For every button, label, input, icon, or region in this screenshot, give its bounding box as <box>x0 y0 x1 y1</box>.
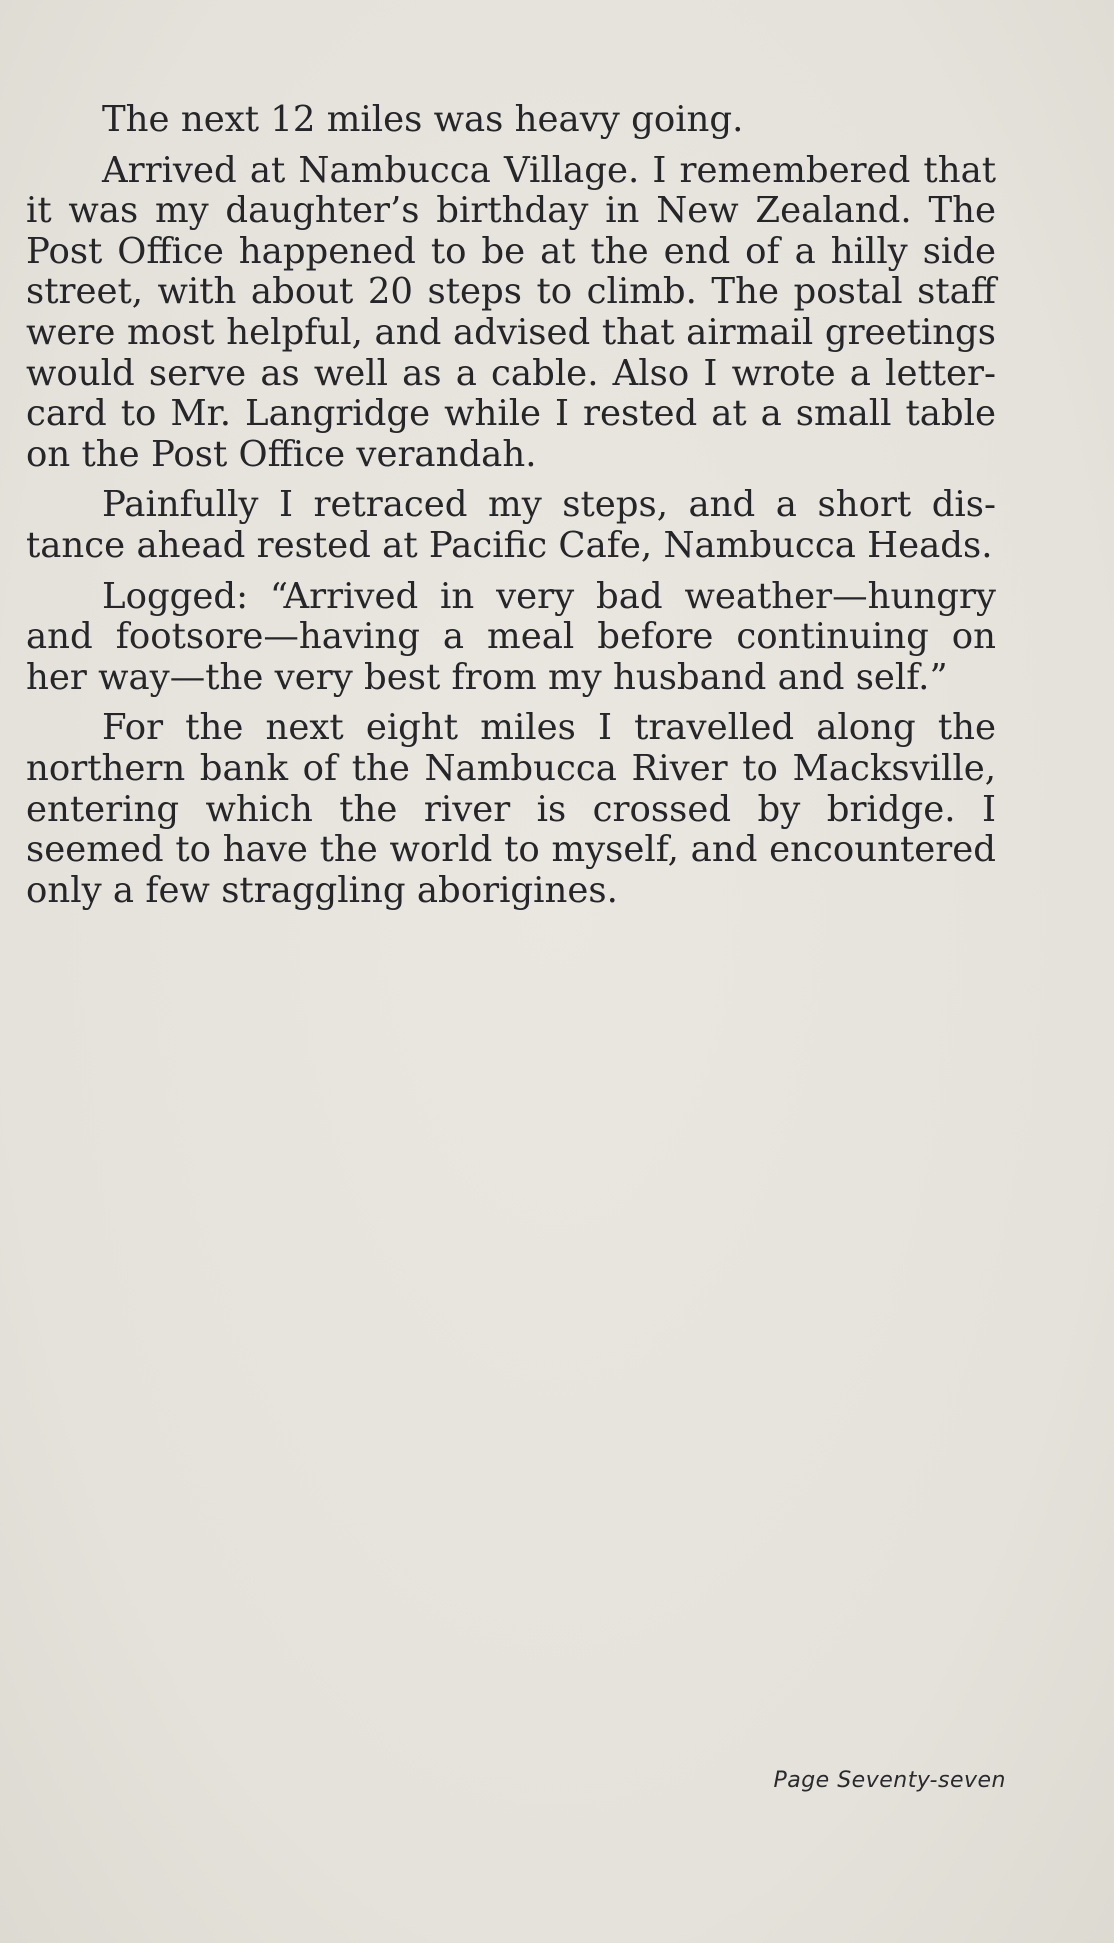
paragraph-1: The next 12 miles was heavy going. <box>102 99 744 140</box>
paragraph-5: For the next eight miles I travelled along the northern bank of the Nambucca River to Macksville, entering which the river is crossed by bridge. I seemed to have the world to myself, and encountered only a few straggling aborigines. <box>26 707 996 911</box>
paragraph-2: Arrived at Nambucca Village. I remembered that it was my daughter’s birthday in New Zealand. The Post Office happened to be at the end of a hilly side street, with about 20 steps to climb. The postal staff were most helpful, and advised that airmail greetings would serve as well as a cable. Also I wrote a letter-card to Mr. Langridge while I rested at a small table on the Post Office verandah. <box>26 149 996 475</box>
paragraph-3: Painfully I retraced my steps, and a short dis-tance ahead rested at Pacific Cafe, Nambucca Heads. <box>26 484 996 566</box>
page-number: Page Seventy-seven <box>773 1768 1006 1793</box>
paragraph-4: Logged: “Arrived in very bad weather—hungry and footsore—having a meal before continuing on her way—the very best from my husband and self.” <box>26 575 996 698</box>
page-body <box>26 100 996 921</box>
